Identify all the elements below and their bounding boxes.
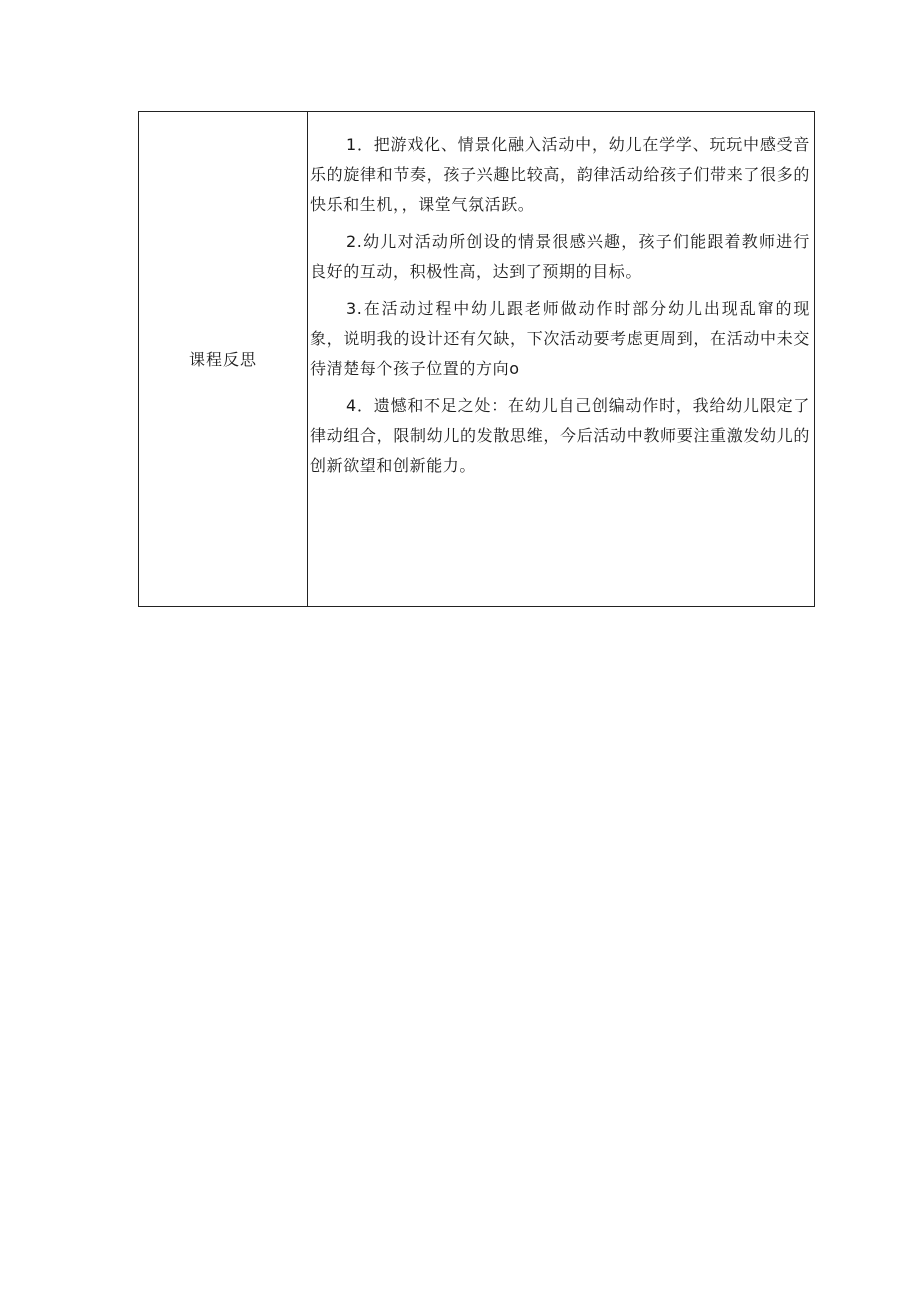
paragraph-3: 3.在活动过程中幼儿跟老师做动作时部分幼儿出现乱窜的现象，说明我的设计还有欠缺，下次活动要考虑更周到，在活动中未交待清楚每个孩子位置的方向o [310,299,810,378]
reflection-table [138,111,815,607]
content-cell [308,112,814,606]
paragraph-4: 4．遗憾和不足之处：在幼儿自己创编动作时，我给幼儿限定了律动组合，限制幼儿的发散思维，今后活动中教师要注重激发幼儿的创新欲望和创新能力。 [310,396,810,475]
paragraph-2: 2.幼儿对活动所创设的情景很感兴趣，孩子们能跟着教师进行良好的互动，积极性高，达到了预期的目标。 [310,232,810,281]
paragraph-1: 1．把游戏化、情景化融入活动中，幼儿在学学、玩玩中感受音乐的旋律和节奏，孩子兴趣比较高，韵律活动给孩子们带来了很多的快乐和生机，，课堂气氛活跃。 [310,135,810,214]
label-cell [139,112,308,606]
row-label: 课程反思 [188,349,257,369]
